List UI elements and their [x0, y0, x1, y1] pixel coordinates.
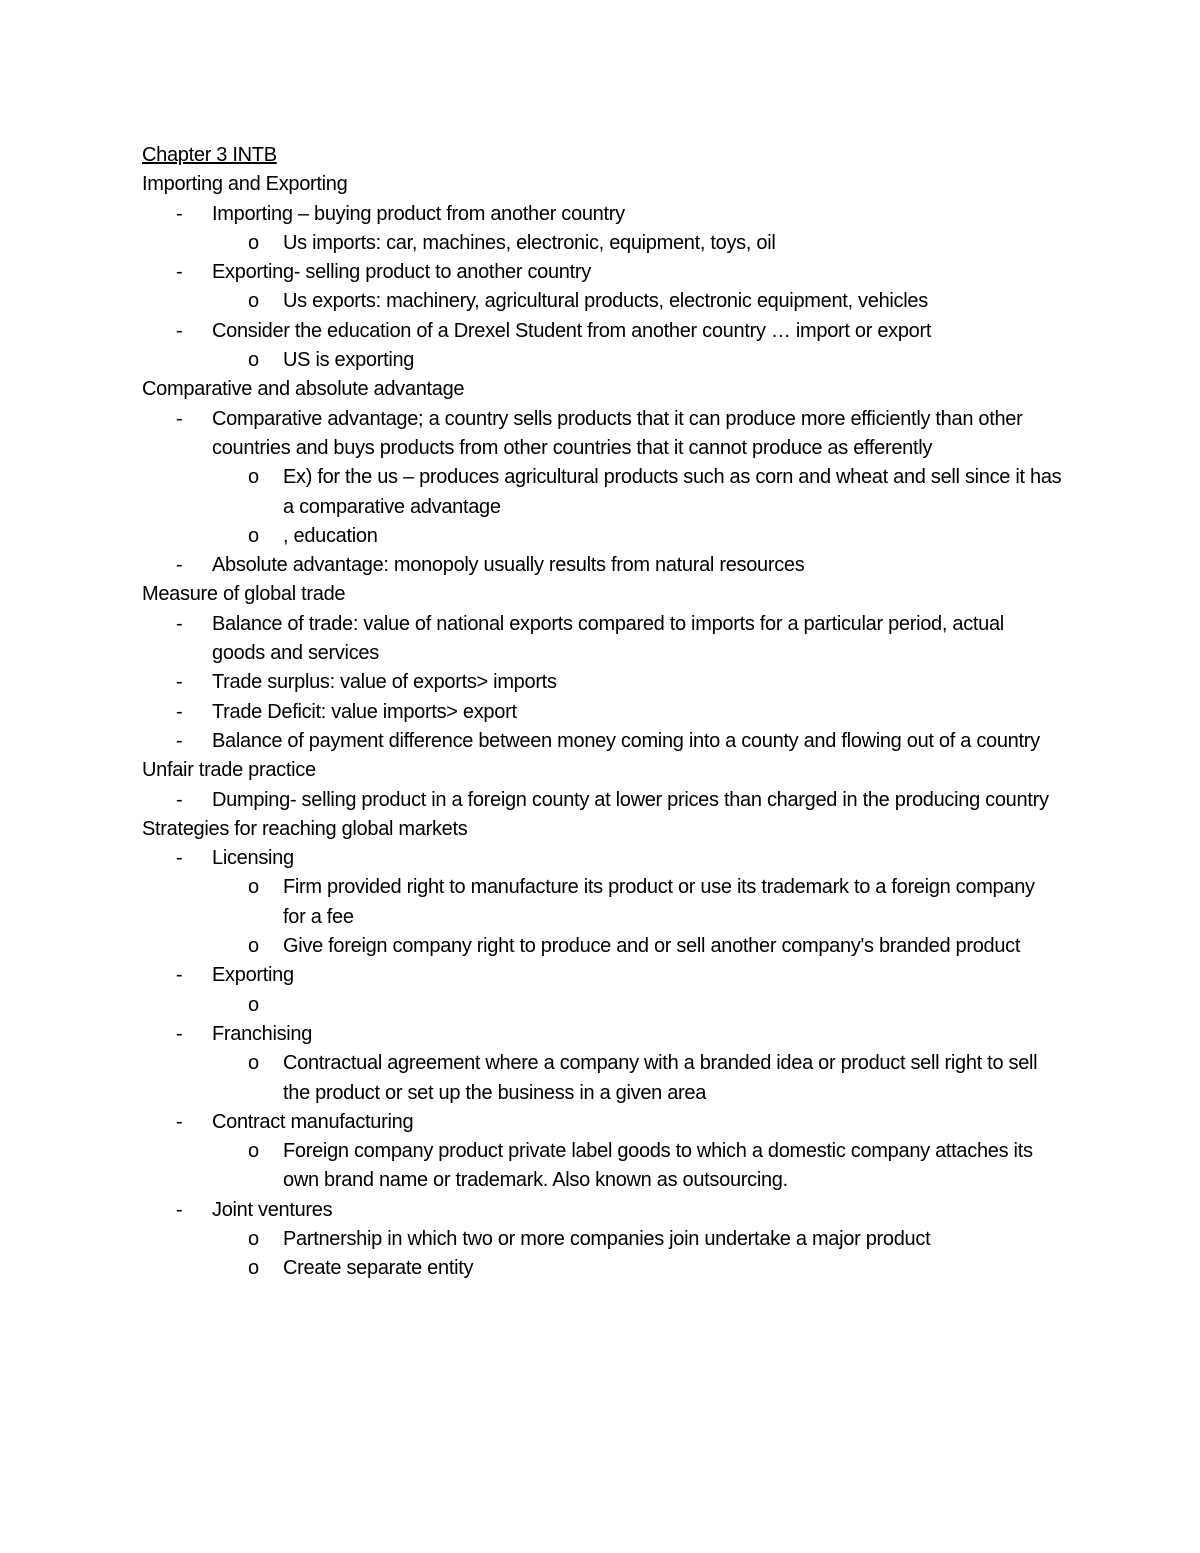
sub-list-item	[212, 1225, 1062, 1254]
list-item	[142, 727, 1062, 756]
circle-bullet-icon: o	[248, 1052, 259, 1075]
list-item-text: Absolute advantage: monopoly usually results from natural resources	[212, 554, 805, 577]
dash-bullet-icon: -	[176, 407, 183, 430]
dash-bullet-icon: -	[176, 847, 183, 870]
list-item	[142, 786, 1062, 815]
sub-list-item-text: Create separate entity	[283, 1257, 474, 1280]
list-item	[142, 961, 1062, 1020]
sub-bullet-list	[212, 1049, 1062, 1108]
sub-list-item-text: Us exports: machinery, agricultural products, electronic equipment, vehicles	[283, 290, 928, 313]
dash-bullet-icon: -	[176, 554, 183, 577]
sub-list-item-text: Firm provided right to manufacture its product or use its trademark to a foreign company for a fee	[283, 876, 1035, 928]
circle-bullet-icon: o	[248, 466, 259, 489]
list-item	[142, 317, 1062, 376]
list-item-text: Contract manufacturing	[212, 1110, 414, 1133]
circle-bullet-icon: o	[248, 231, 259, 254]
list-item-text: Trade Deficit: value imports> export	[212, 700, 517, 723]
document-body	[142, 141, 1062, 1284]
list-item	[142, 1196, 1062, 1284]
list-item	[142, 1020, 1062, 1108]
bullet-list	[142, 610, 1062, 756]
list-item-text: Exporting- selling product to another country	[212, 261, 591, 284]
section-heading: Unfair trade practice	[142, 759, 316, 782]
sub-list-item-text: Us imports: car, machines, electronic, equipment, toys, oil	[283, 231, 776, 254]
list-item	[142, 698, 1062, 727]
sub-list-item-text: Foreign company product private label goods to which a domestic company attaches its own brand name or trademark. Also known as outsourcing.	[283, 1140, 1033, 1192]
sub-list-item	[212, 991, 1062, 1020]
sub-bullet-list	[212, 1225, 1062, 1284]
sub-bullet-list	[212, 463, 1062, 551]
dash-bullet-icon: -	[176, 612, 183, 635]
list-item-text: Balance of payment difference between money coming into a county and flowing out of a country	[212, 729, 1040, 752]
circle-bullet-icon: o	[248, 935, 259, 958]
sub-list-item	[212, 1049, 1062, 1108]
circle-bullet-icon: o	[248, 1140, 259, 1163]
list-item	[142, 844, 1062, 961]
sections-container	[142, 170, 1062, 1283]
list-item-text: Consider the education of a Drexel Student from another country … import or export	[212, 319, 932, 342]
sub-list-item	[212, 1137, 1062, 1196]
circle-bullet-icon: o	[248, 349, 259, 372]
circle-bullet-icon: o	[248, 290, 259, 313]
circle-bullet-icon: o	[248, 1227, 259, 1250]
circle-bullet-icon: o	[248, 524, 259, 547]
sub-list-item-text: Give foreign company right to produce and or sell another company's branded product	[283, 935, 1021, 958]
sub-list-item-text: Partnership in which two or more companies join undertake a major product	[283, 1227, 931, 1250]
sub-list-item	[212, 1254, 1062, 1283]
sub-bullet-list	[212, 229, 1062, 258]
section-heading: Strategies for reaching global markets	[142, 817, 468, 840]
list-item	[142, 551, 1062, 580]
list-item-text: Balance of trade: value of national exports compared to imports for a particular period, actual goods and services	[212, 612, 1004, 665]
dash-bullet-icon: -	[176, 1022, 183, 1045]
section-heading: Measure of global trade	[142, 583, 346, 606]
list-item-text: Importing – buying product from another country	[212, 202, 625, 225]
sub-bullet-list	[212, 346, 1062, 375]
dash-bullet-icon: -	[176, 261, 183, 284]
dash-bullet-icon: -	[176, 1110, 183, 1133]
list-item-text: Joint ventures	[212, 1198, 333, 1221]
sub-list-item	[212, 463, 1062, 522]
sub-bullet-list	[212, 287, 1062, 316]
sub-list-item	[212, 287, 1062, 316]
bullet-list	[142, 786, 1062, 815]
section-heading: Comparative and absolute advantage	[142, 378, 465, 401]
dash-bullet-icon: -	[176, 729, 183, 752]
list-item-text: Licensing	[212, 847, 294, 870]
list-item	[142, 1108, 1062, 1196]
document-title: Chapter 3 INTB	[142, 144, 277, 166]
circle-bullet-icon: o	[248, 876, 259, 899]
sub-list-item	[212, 229, 1062, 258]
sub-list-item-text: Ex) for the us – produces agricultural products such as corn and wheat and sell since it has a comparative advantage	[283, 466, 1062, 518]
dash-bullet-icon: -	[176, 202, 183, 225]
list-item	[142, 610, 1062, 669]
sub-list-item	[212, 522, 1062, 551]
sub-list-item-text: US is exporting	[283, 349, 415, 372]
sub-list-item	[212, 346, 1062, 375]
list-item	[142, 258, 1062, 317]
sub-bullet-list	[212, 1137, 1062, 1196]
sub-list-item	[212, 932, 1062, 961]
list-item	[142, 668, 1062, 697]
circle-bullet-icon: o	[248, 993, 259, 1016]
dash-bullet-icon: -	[176, 319, 183, 342]
sub-bullet-list	[212, 991, 1062, 1020]
dash-bullet-icon: -	[176, 671, 183, 694]
list-item-text: Franchising	[212, 1022, 313, 1045]
sub-list-item-text: Contractual agreement where a company with a branded idea or product sell right to sell the product or set up the business in a given area	[283, 1052, 1038, 1104]
circle-bullet-icon: o	[248, 1257, 259, 1280]
bullet-list	[142, 200, 1062, 376]
dash-bullet-icon: -	[176, 788, 183, 811]
dash-bullet-icon: -	[176, 700, 183, 723]
sub-list-item	[212, 873, 1062, 932]
dash-bullet-icon: -	[176, 964, 183, 987]
list-item-text: Dumping- selling product in a foreign county at lower prices than charged in the producing country	[212, 788, 1049, 811]
list-item	[142, 200, 1062, 259]
list-item	[142, 405, 1062, 551]
list-item-text: Comparative advantage; a country sells products that it can produce more efficiently than other countries and buys products from other countries that it cannot produce as efferently	[212, 407, 1023, 459]
list-item-text: Exporting	[212, 964, 294, 987]
section-heading: Importing and Exporting	[142, 173, 348, 196]
sub-bullet-list	[212, 873, 1062, 961]
bullet-list	[142, 844, 1062, 1283]
bullet-list	[142, 405, 1062, 581]
dash-bullet-icon: -	[176, 1198, 183, 1221]
list-item-text: Trade surplus: value of exports> imports	[212, 671, 557, 694]
sub-list-item-text: , education	[283, 524, 378, 547]
